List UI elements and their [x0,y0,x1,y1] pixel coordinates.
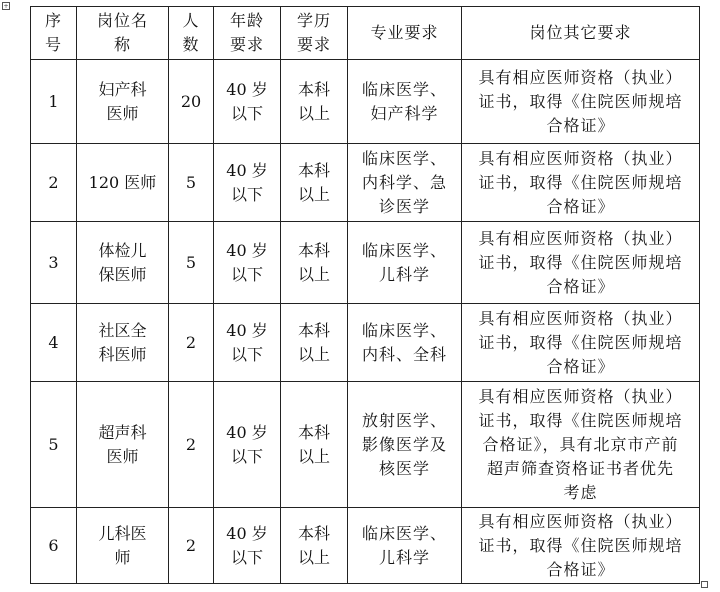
header-count: 人 数 [169,7,214,60]
cell-education: 本科 以上 [281,304,348,382]
cell-seq: 2 [31,144,77,222]
cell-other: 具有相应医师资格（执业） 证书，取得《住院医师规培 合格证》 [462,508,700,584]
cell-count: 2 [169,304,214,382]
cell-count: 2 [169,508,214,584]
cell-education: 本科 以上 [281,60,348,144]
cell-education: 本科 以上 [281,222,348,304]
header-seq: 序 号 [31,7,77,60]
header-other: 岗位其它要求 [462,7,700,60]
cell-education: 本科 以上 [281,508,348,584]
header-major: 专业要求 [348,7,462,60]
cell-position: 社区全 科医师 [77,304,169,382]
cell-major: 临床医学、 儿科学 [348,508,462,584]
cell-position: 120 医师 [77,144,169,222]
cell-major: 临床医学、 妇产科学 [348,60,462,144]
recruitment-table [30,6,700,584]
header-age: 年龄 要求 [214,7,281,60]
cell-position: 妇产科 医师 [77,60,169,144]
cell-age: 40 岁 以下 [214,382,281,508]
table-row [31,304,700,382]
cell-count: 5 [169,144,214,222]
cell-other: 具有相应医师资格（执业） 证书，取得《住院医师规培 合格证》，具有北京市产前 超声筛查资格证书者优先 考虑 [462,382,700,508]
cell-age: 40 岁 以下 [214,304,281,382]
cell-education: 本科 以上 [281,144,348,222]
table-header-row [31,7,700,60]
cell-major: 临床医学、 内科、全科 [348,304,462,382]
cell-other: 具有相应医师资格（执业） 证书，取得《住院医师规培 合格证》 [462,144,700,222]
cell-count: 5 [169,222,214,304]
cell-major: 放射医学、 影像医学及 核医学 [348,382,462,508]
cell-count: 2 [169,382,214,508]
table-row [31,222,700,304]
cell-position: 儿科医 师 [77,508,169,584]
cell-major: 临床医学、 内科学、急 诊医学 [348,144,462,222]
cell-education: 本科 以上 [281,382,348,508]
table-resize-handle-icon[interactable] [701,581,708,588]
cell-position: 超声科 医师 [77,382,169,508]
table-row [31,382,700,508]
cell-seq: 5 [31,382,77,508]
header-position: 岗位名 称 [77,7,169,60]
table-row [31,144,700,222]
cell-age: 40 岁 以下 [214,222,281,304]
cell-age: 40 岁 以下 [214,60,281,144]
cell-count: 20 [169,60,214,144]
cell-position: 体检儿 保医师 [77,222,169,304]
table-move-handle-icon[interactable]: + [3,3,9,10]
cell-seq: 6 [31,508,77,584]
cell-major: 临床医学、 儿科学 [348,222,462,304]
header-education: 学历 要求 [281,7,348,60]
cell-other: 具有相应医师资格（执业） 证书，取得《住院医师规培 合格证》 [462,60,700,144]
cell-age: 40 岁 以下 [214,144,281,222]
cell-age: 40 岁 以下 [214,508,281,584]
cell-other: 具有相应医师资格（执业） 证书，取得《住院医师规培 合格证》 [462,304,700,382]
cell-seq: 4 [31,304,77,382]
cell-other: 具有相应医师资格（执业） 证书，取得《住院医师规培 合格证》 [462,222,700,304]
cell-seq: 1 [31,60,77,144]
cell-seq: 3 [31,222,77,304]
table-row [31,508,700,584]
table-row [31,60,700,144]
